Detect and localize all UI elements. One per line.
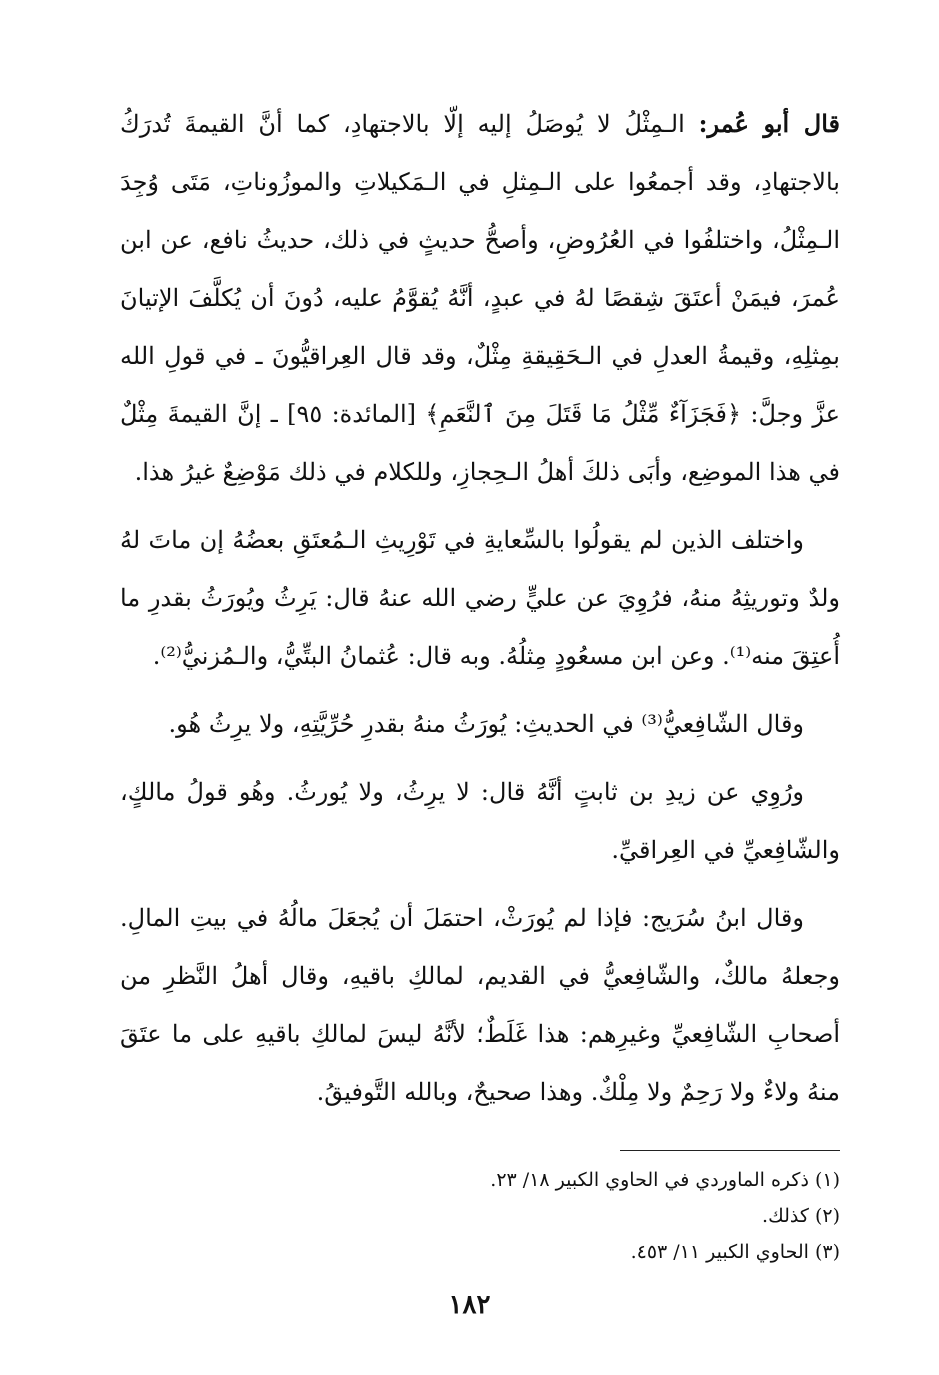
- footnotes: [120, 1162, 840, 1270]
- footnote-3: (٣) الحاوي الكبير ١١/ ٤٥٣.: [630, 1241, 840, 1263]
- paragraph-5: وقال ابنُ سُرَيج: فإذا لم يُورَثْ، احتمَلَ أن يُجعَلَ مالُهُ في بيتِ المالِ. وجعلهُ مالكٌ، والشّافِعيُّ في القديم، لمالكِ باقيهِ، وقال أهلُ النَّظرِ من أصحابِ الشّافِعيِّ وغيرِهم: هذا غَلَطٌ؛ لأنَّهُ ليسَ لمالكِ باقيهِ على ما عتَقَ منهُ ولاءٌ ولا رَحِمٌ ولا مِلْكٌ. وهذا صحيحٌ، وبالله التَّوفيقُ.: [120, 904, 840, 1106]
- paragraph-4: ورُوِي عن زيدِ بن ثابتٍ أنَّهُ قال: لا يرِثُ، ولا يُورثُ. وهُو قولُ مالكٍ، والشّافِعيِّ في العِراقيِّ.: [120, 778, 840, 864]
- paragraph-lead: قال أبو عُمر:: [698, 109, 840, 138]
- paragraph-3: وقال الشّافِعيُّ⁽³⁾ في الحديثِ: يُورَثُ منهُ بقدرِ حُرِّيَّتِهِ، ولا يرِثُ هُو.: [168, 710, 804, 738]
- footnote-divider: [620, 1150, 840, 1151]
- footnote-2: (٢) كذلك.: [762, 1205, 840, 1227]
- paragraph-1-text: الـمِثْلُ لا يُوصَلُ إليه إلّا بالاجتهادِ، كما أنَّ القيمةَ تُدرَكُ بالاجتهادِ، وقد أجمعُوا على الـمِثلِ في الـمَكيلاتِ والموزُوناتِ، مَتَى وُجِدَ الـمِثْلُ، واختلفُوا في العُرُوضِ، وأصحُّ حديثٍ في ذلك، حديثُ نافع، عن ابن عُمرَ، فيمَنْ أعتَقَ شِقصًا لهُ في عبدٍ، أنَّهُ يُقوَّمُ عليه، دُونَ أن يُكلَّفَ الإتيانَ بمِثلِهِ، وقيمةُ العدلِ في الـحَقِيقةِ مِثْلٌ، وقد قال العِراقيُّونَ ـ في قولِ الله عزَّ وجلَّ: ﴿فَجَزَآءٌ مِّثْلُ مَا قَتَلَ مِنَ ٱلنَّعَمِ﴾ [المائدة: ٩٥] ـ إنَّ القيمةَ مِثْلٌ في هذا الموضِع، وأبَى ذلكَ أهلُ الـحِجازِ، وللكلام في ذلك مَوْضِعٌ غيرُ هذا.: [120, 110, 840, 486]
- paragraph-1: [120, 95, 840, 501]
- footnote-1: (١) ذكره الماوردي في الحاوي الكبير ١٨/ ٢٣.: [490, 1169, 840, 1191]
- main-text: [120, 95, 840, 1131]
- page-number: ١٨٢: [448, 1290, 491, 1320]
- paragraph-2: واختلف الذين لم يقولُوا بالسِّعايةِ في تَوْرِيثِ الـمُعتَقِ بعضُهُ إن ماتَ لهُ ولدٌ وتوريثِهُ منهُ، فرُوِيَ عن عليٍّ رضي الله عنهُ قال: يَرِثُ ويُورَثُ بقدرِ ما أُعتِقَ منه⁽¹⁾. وعن ابن مسعُودٍ مِثلُهُ. وبه قال: عُثمانُ البتِّيُّ، والـمُزنيُّ⁽²⁾.: [120, 526, 840, 670]
